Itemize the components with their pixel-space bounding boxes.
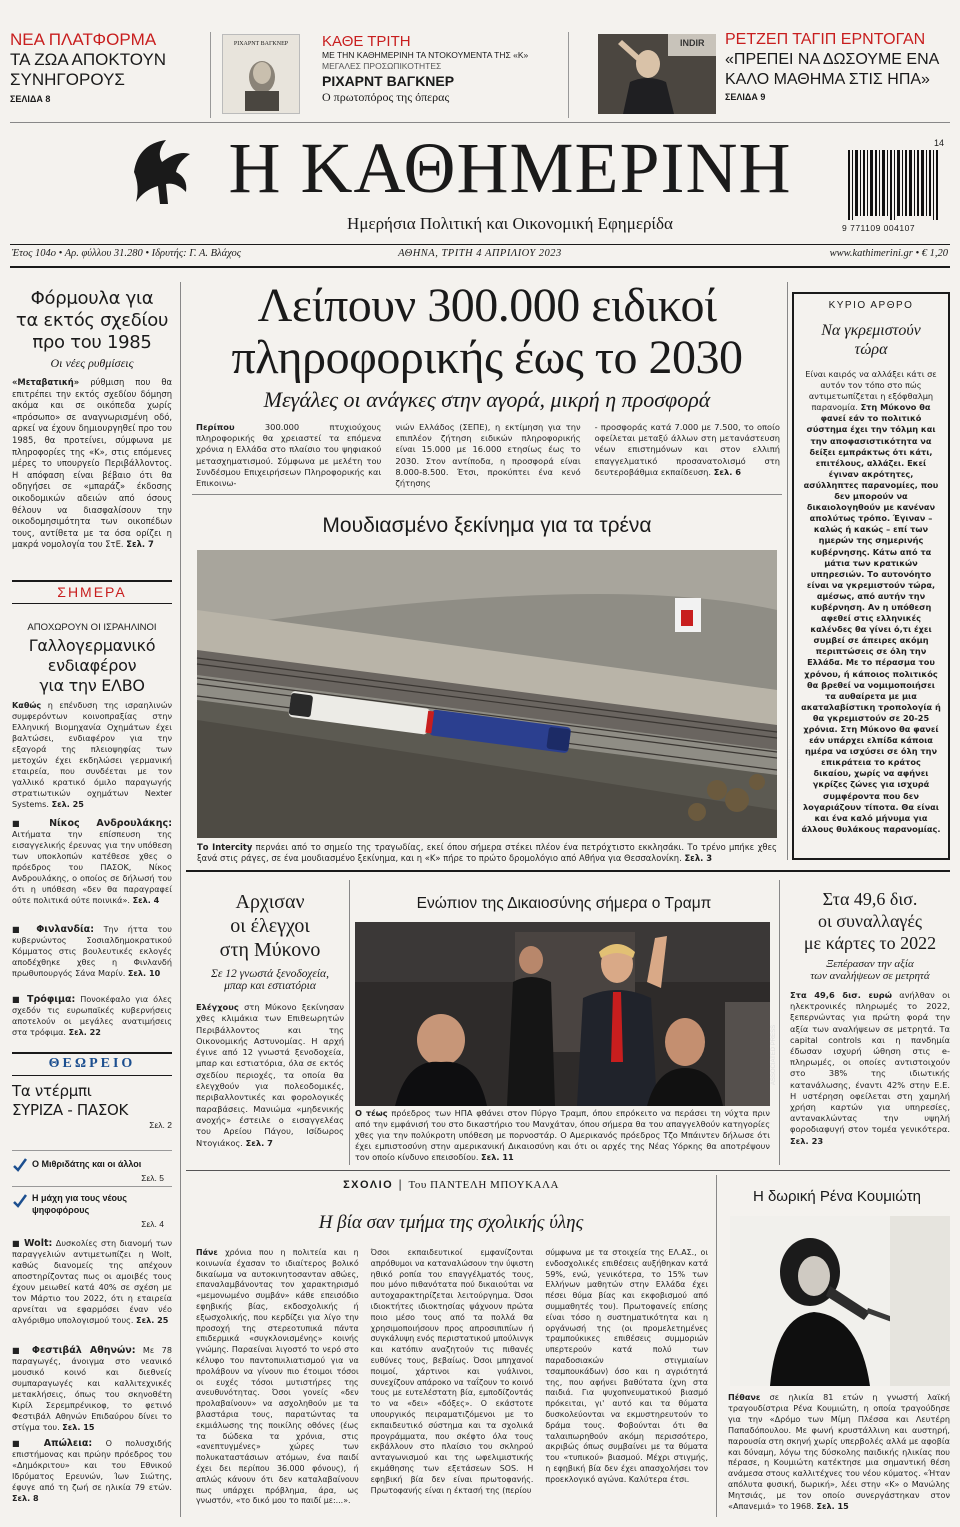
- erdogan-photo[interactable]: [598, 34, 716, 114]
- lead-col-1: [196, 422, 381, 489]
- page-ref: Σελ. 8: [12, 1493, 39, 1503]
- theorio-item-neoi-psifoforoi[interactable]: [12, 1186, 172, 1232]
- comment-body: [196, 1248, 708, 1507]
- lead: Το Intercity: [197, 842, 253, 852]
- lead-col-3: [595, 422, 780, 489]
- divider: [779, 880, 780, 1165]
- headline: ΣΥΡΙΖΑ - ΠΑΣΟΚ: [12, 1101, 129, 1119]
- story-elvo[interactable]: [12, 622, 172, 810]
- infobar-rule-top: [10, 244, 950, 245]
- lead-story[interactable]: [192, 280, 782, 414]
- infobar-left: Έτος 104ο • Αρ. φύλλου 31.280 • Ιδρυτής: Γ. Α. Βλάχος: [12, 248, 242, 259]
- bullet: ■: [12, 924, 37, 934]
- page-ref: Σελ. 6: [713, 466, 742, 477]
- headline: για την ΕΛΒΟ: [39, 676, 145, 695]
- brief-body: [12, 924, 172, 979]
- text: πρόεδρος των ΗΠΑ φθάνει στον Πύργο Τραμπ, όπου επρόκειτο να περάσει τη νύχτα πριν από την εμφάνισή του στο δικαστήριο του Μανχάταν, όπου σήμερα θα του απαγγελθούν κατηγορίες χθες για την πολύκροτη υπόθεση με πορνοστάρ. Ο Αμερικανός πρόεδρος Τζο Μπάιντεν δήλωσε ότι έχει εμπιστοσύνη στην αμερικανική Δικαιοσύνη και ότι οι αρχές της Νέας Υόρκης θα αποτρέψουν τον οποίο κίνδυνο επεισοδίου.: [355, 1108, 770, 1162]
- headline: Φόρμουλα για: [30, 288, 154, 309]
- page-ref: Σελ. 11: [481, 1152, 514, 1162]
- story-mykonos[interactable]: [196, 890, 344, 1149]
- editorial-label: ΚΥΡΙΟ ΑΡΘΡΟ: [828, 300, 914, 311]
- barcode-number: 9 771109 004107: [842, 223, 916, 233]
- lead: «Μεταβατική»: [12, 377, 80, 387]
- text: περνάει από το σημείο της τραγωδίας, εκεί όπου σήμερα στέκει πλέον ένα πετρόχτιστο εκκλησάκι. Το τρένο μπήκε χθες ξανά στις ράγες, σε ένα μουδιασμένο ξεκίνημα, και η «Κ» πήρε το πρώτο δρομολόγιο από Αθήνα για Θεσσαλονίκη.: [197, 842, 777, 864]
- comment-header: [196, 1178, 706, 1191]
- teaser-erdogan[interactable]: [725, 30, 955, 114]
- brief-festival[interactable]: [12, 1345, 172, 1433]
- lead: Τρόφιμα:: [27, 994, 76, 1005]
- bullet: ■: [12, 1238, 25, 1248]
- item-text: ψηφοφόρους: [32, 1205, 90, 1215]
- headline: Στα 49,6 δισ.: [822, 889, 918, 909]
- teaser-wagner-cover[interactable]: [222, 34, 300, 114]
- brief-apoleia[interactable]: [12, 1438, 172, 1504]
- train-headline[interactable]: Μουδιασμένο ξεκίνημα για τα τρένα: [322, 514, 652, 537]
- teaser-sub: ΜΕ ΤΗΝ ΚΑΘΗΜΕΡΙΝΗ ΤΑ ΝΤΟΚΟΥΜΕΝΤΑ ΤΗΣ «Κ»: [322, 50, 529, 60]
- text: 300.000 πτυχιούχους πληροφορικής θα χρειαστεί τα επόμενα χρόνια η Ελλάδα στο πλαίσιο του ψηφιακού μετασχηματισμού. Σύμφωνα με μελέτη του Συνδέσμου Επιχειρήσεων Πληροφορικής και Επικοινω-: [196, 422, 382, 489]
- brief-body: [12, 1345, 172, 1433]
- masthead-subtitle: Ημερήσια Πολιτική και Οικονομική Εφημερίδα: [347, 214, 673, 233]
- divider: [349, 880, 350, 1165]
- separator: |: [398, 1178, 404, 1191]
- masthead-title: Η ΚΑΘΗΜΕΡΙΝΗ: [228, 128, 792, 208]
- teaser-platform[interactable]: [10, 30, 200, 114]
- brief-finland[interactable]: [12, 924, 172, 979]
- deck: Ξεπέρασαν την αξία: [826, 958, 914, 970]
- lead: Πάνε: [196, 1248, 218, 1257]
- headline: οι έλεγχοι: [230, 915, 310, 937]
- lead: Φινλανδία:: [36, 924, 94, 935]
- photo-sign-text: INDIR: [680, 38, 705, 48]
- divider: [186, 870, 950, 872]
- trump-headline[interactable]: Ενώπιον της Δικαιοσύνης σήμερα ο Τραμπ: [416, 895, 712, 912]
- headline: οι συναλλαγές: [817, 911, 923, 931]
- editorial-divider: [787, 282, 788, 860]
- lead-deck: Μεγάλες οι ανάγκες στην αγορά, μικρή η προσφορά: [263, 387, 711, 412]
- text: στη Μύκονο ξεκίνησαν χθες κλιμάκια των Επιθεωρητών Περιβάλλοντος και της Οικονομικής Αστυνομίας. Η αρχή έγινε από 12 γνωστά ξενοδοχεία, μπαρ και εστιατόρια, όλα σε εκτός σχεδίου περιοχές, τα οποία θα ελεγχθούν για πολεοδομικές, περιβαλλοντικές και φορολογικές παραβάσεις. Μανιώμα «μηδενικής ανοχής» έστειλε ο εισαγγελέας του Αρείου Πάγου, Ισίδωρος Ντογιάκος.: [196, 1002, 344, 1148]
- left-column: [12, 288, 172, 551]
- brief-trofima[interactable]: [12, 994, 172, 1038]
- lead: Στα 49,6 δισ. ευρώ: [790, 990, 892, 1000]
- checkmark-icon: [12, 1193, 28, 1209]
- teaser-kicker: ΡΕΤΖΕΠ ΤΑΓΙΠ ΕΡΝΤΟΓΑΝ: [725, 31, 926, 48]
- simera-header: [12, 580, 172, 604]
- infobar-date: ΑΘΗΝΑ, ΤΡΙΤΗ 4 ΑΠΡΙΛΙΟΥ 2023: [398, 248, 562, 259]
- brief-body: [12, 1238, 172, 1326]
- teaser-page: ΣΕΛΙΔΑ 8: [10, 94, 51, 104]
- page-ref: Σελ. 5: [141, 1173, 164, 1183]
- theorio-header: [12, 1052, 172, 1076]
- lead: Καθώς: [12, 700, 42, 710]
- text: σε ηλικία 81 ετών η γνωστή λαϊκή τραγουδίστρια Ρένα Κουμιώτη, η οποία τραγούδησε για την «Δρόμο των Μίμη Πλέσσα και Λευτέρη Παπαδόπουλου. Με φωνή κρυστάλλινη και αυστηρή, παρουσία στη σκηνή χωρίς υπερβολές αλλά με αφοβία και δύναμη, λόγω της δύσκολης παιδικής ηλικίας που πέρασε, η Κουμιώτη κατέκτησε μια σημαντική θέση ανάμεσα στους καλλιτέχνες του νέου κύματος. «Ήταν απόλυτα φυσική, δωρική», λέει στην «Κ» ο Μανώλης Μητσιάς, με τον οποίο συνεργάστηκαν στον «Απανεμιά» το 1968.: [728, 1392, 950, 1512]
- train-photo[interactable]: [197, 550, 794, 838]
- story-cards[interactable]: [790, 888, 950, 1147]
- divider: [716, 1175, 717, 1517]
- divider: [210, 32, 211, 118]
- train-caption: [197, 842, 777, 864]
- page-ref: Σελ. 23: [790, 1135, 824, 1146]
- teaser-headline: ΤΑ ΖΩΑ ΑΠΟΚΤΟΥΝ: [10, 50, 167, 69]
- page-ref: Σελ. 15: [62, 1422, 95, 1432]
- editorial-box[interactable]: [792, 292, 950, 860]
- deck: μπαρ και εστιατόρια: [224, 980, 316, 992]
- editorial-body: [801, 369, 941, 835]
- brief-body: [12, 818, 172, 906]
- page-ref: Σελ. 2: [149, 1120, 172, 1130]
- lead-headline: πληροφορικής έως το 2030: [231, 331, 743, 384]
- comment-col-3: σύμφωνα με τα στοιχεία της ΕΛ.ΑΣ., οι ενδοσχολικές επιθέσεις αυξήθηκαν κατά 59%, ενώ, γενικότερα, το 15% των Ελλήνων μαθητών στην Ελλάδα έχει πέσει θύμα βίας και εκφοβισμού από συμμαθητές του). Πρωτοφανείς επίσης είναι τόσο η συστηματικότητα και η οργάνωσή της (οι προμελετημένες τραμπούκικες επιθέσεις συμμοριών υπερτερούν κατά πολύ των παραδοσιακών στιγμιαίων τσαμπουκάδων) όσο και η αγριότητά της, που αφήνει βαθύτατα ίχνη στα παιδιά. Για ψυχοπνευματικού βιασμό πρόκειται, γι' αυτό και τα θύματα δυσκολεύονται να εκμυστηρευτούν το δράμα τους. Φοβούνται ότι θα ταλαιπωρηθούν ακόμη περισσότερο, ακριβώς όπως συμβαίνει με τα θύματα του «τυπικού» βιασμού. Μέχρι στιγμής, η εφηβική βία δεν έχει απασχολήσει τον προεκλογικό αγώνα. Καλύτερα έτσι.: [545, 1248, 709, 1484]
- barcode: [840, 140, 948, 238]
- brief-wolt[interactable]: [12, 1238, 172, 1326]
- headline: προ του 1985: [32, 332, 152, 353]
- theorio-label: ΘΕΩΡΕΙΟ: [48, 1056, 136, 1071]
- text: Είναι καιρός να αλλάξει κάτι σε αυτόν τον τόπο στο πώς αντιμετωπίζεται η εξόφθαλμη παρανομία.: [805, 369, 937, 413]
- theorio-item-mithridatis[interactable]: [12, 1150, 172, 1184]
- lead: Περίπου: [196, 422, 235, 432]
- page-ref: Σελ. 4: [141, 1219, 164, 1229]
- infobar-rule-bottom: [10, 266, 950, 268]
- bullet: ■: [12, 818, 50, 828]
- teaser-headline: ΡΙΧΑΡΝΤ ΒΑΓΚΝΕΡ: [322, 73, 455, 89]
- text: ανήλθαν οι ηλεκτρονικές πληρωμές το 2022, ξεπερνώντας για πρώτη φορά την αξία των αναλήψεων σε μετρητά. Τα capital controls και η πανδημία έδωσαν ισχυρή ώθηση στις e-πληρωμές, οι οποίες αντιστοιχούν στο 38% της ιδιωτικής κατανάλωσης, έναντι 42% στην Ε.Ε. Η υστέρηση οφείλεται στη χαμηλή χρήση καρτών για υπηρεσίες, αντανακλώντας την υψηλή φοροδιαφυγή στον τομέα γενικότερα.: [790, 990, 951, 1135]
- lead: Wolt:: [24, 1238, 53, 1249]
- headline: Αρχισαν: [235, 891, 305, 913]
- left-column-divider: [180, 282, 181, 1517]
- page-ref: Σελ. 25: [136, 1315, 169, 1325]
- headline: Γαλλογερμανικό: [28, 636, 156, 655]
- wagner-portrait-icon: [223, 51, 301, 111]
- headline: τα εκτός σχεδίου: [15, 310, 169, 331]
- story-ektos-sxediou[interactable]: [12, 288, 172, 551]
- headline: ενδιαφέρον: [47, 656, 137, 675]
- brief-body: [12, 994, 172, 1038]
- teaser-headline: ΣΥΝΗΓΟΡΟΥΣ: [10, 70, 125, 89]
- text: ρύθμιση που θα επιτρέπει την εκτός σχεδίου δόμηση ακόμα και σε οικόπεδα χωρίς «πρόσωπο» σε αναγνωρισμένη οδό, αρκεί να έχουν δημιουργηθεί προ του 1985, θα προτείνει, σύμφωνα με πληροφορίες της «Κ», στις επόμενες μέρες το υπουργείο Περιβάλλοντος. Η απόφαση είναι βέβαιο ότι θα οδηγήσει σε «μπαράζ» έκδοσης οικοδομικών αδειών από όσους θέλουν να διασφαλίσουν την οικοδομησιμότητα των οικοπέδων τους, αντίθετα με τα όσα ορίζει η μακρά νομολογία του ΣτΕ.: [12, 377, 172, 550]
- rena-headline[interactable]: Η δωρική Ρένα Κουμιώτη: [752, 1188, 922, 1205]
- page-ref: Σελ. 3: [684, 853, 713, 864]
- comment-author: Του ΠΑΝΤΕΛΗ ΜΠΟΥΚΑΛΑ: [408, 1179, 559, 1191]
- story-body: [12, 700, 172, 810]
- lead-story-body: [196, 422, 780, 489]
- story-body: [790, 990, 950, 1147]
- barcode-icon: [848, 150, 944, 232]
- headline: με κάρτες το 2022: [803, 933, 937, 953]
- teaser-headline: «ΠΡΕΠΕΙ ΝΑ ΔΩΣΟΥΜΕ ΕΝΑ: [725, 51, 940, 68]
- teaser-series: ΜΕΓΑΛΕΣ ΠΡΟΣΩΠΙΚΟΤΗΤΕΣ: [322, 61, 442, 71]
- item-text: Η μάχη για τους νέους: [32, 1193, 127, 1203]
- issue-code: 14: [933, 138, 944, 148]
- theorio-story[interactable]: [12, 1082, 172, 1130]
- text: Πονοκέφαλο για όλες σχεδόν τις ευρωπαϊκές κυβερνήσεις αποτελούν οι μεγάλες ανατιμήσεις στα τρόφιμα.: [12, 994, 172, 1037]
- divider: [186, 1170, 950, 1171]
- lead-col-2: νιών Ελλάδος (ΣΕΠΕ), η εκτίμηση για την επιπλέον ζήτηση ειδικών πληροφορικής είναι 15.000 με 16.000 ετησίως έως το 2030. Στον αντίποδα, η προσφορά είναι 8.000-8.500. Έτσι, προκύπτει ένα κενό ζήτησης: [395, 422, 581, 489]
- item-text: Ο Μιθριδάτης και οι άλλοι: [32, 1159, 142, 1169]
- text: Στη Μύκονο θα φανεί εάν το πολιτικό σύστημα έχει την τόλμη και την αποφασιστικότητα να δείξει εμπράκτως ότι κάτι, επιτέλους, αλλάζει. Εκεί έγιναν ακρότητες, ασύλληπτες παρανομίες, που δεν μπορούν να δικαιολογηθούν με κανέναν απολύτως τρόπο. Έγιναν – καλώς ή κακώς – επί των ημερών της σημερινής κυβέρνησης. Κάτω από τα μάτια των κρατικών υπηρεσιών. Το αυτονόητο είναι να γκρεμιστούν τώρα, αμέσως, από αυτήν την κυβέρνηση. Αν η υπόθεση αφεθεί στις ελληνικές καλένδες θα γίνει ό,τι έχει συμβεί σε άπειρες ακόμη περιπτώσεις σε όλη την Ελλάδα. Με το πέρασμα του χρόνου, ή κάποιος πολιτικός θα βρεθεί να νομιμοποιήσει τα αυθαίρετα με μια ακαταλαβίστικη τροπολογία ή θα γκρεμιστούν σε 20-25 χρόνια. Στη Μύκονο θα φανεί εάν υπάρχει ελπίδα κάποια ημέρα να ισχύσει σε όλη την επικράτεια το κράτος δικαίου, χωρίς να αφήνει γκρίζες ζώνες για ισχυρά συμφέροντα που δεν λογαριάζουν τίποτα. Θα είναι και ένα καλό μήνυμα για άλλους θυλάκους παρανομίας.: [801, 402, 941, 834]
- rena-photo[interactable]: [730, 1216, 950, 1386]
- text: Δυσκολίες στη διανομή των παραγγελιών αντιμετωπίζει η Wolt, καθώς διανομείς της απέχουν αποστηρίζοντας πως οι αμοιβές τους έχουν μειωθεί κατά 40% σε σχέση με τον Μάρτιο του 2022, ότι η εταιρεία αρνείται να εφαρμόσει έναν νέο αλγόριθμο υπολογισμού τους.: [12, 1238, 173, 1325]
- lead: Φεστιβάλ Αθηνών:: [31, 1345, 136, 1356]
- teaser-page: ΣΕΛΙΔΑ 9: [725, 92, 766, 102]
- text: Με 78 παραγωγές, άνοιγμα στο νεανικό μουσικό κοινό και διεθνείς συμπαραγωγές και καλλιτεχνικές μετακλήσεις, όπως του σκηνοθέτη Κιρίλ Σερεμπρένικοφ, το φετινό Φεστιβάλ Αθηνών Επιδαύρου δίνει το στίγμα του.: [12, 1345, 172, 1432]
- headline: Τα ντέρμπι: [12, 1082, 92, 1100]
- bullet: ■: [12, 994, 28, 1004]
- headline: στη Μύκονο: [219, 939, 321, 961]
- brief-androulakis[interactable]: [12, 818, 172, 906]
- trump-image-icon: [355, 922, 770, 1106]
- story-body: [196, 1002, 344, 1149]
- singer-image-icon: [730, 1216, 950, 1386]
- teaser-wagner[interactable]: [322, 33, 562, 117]
- page-ref: Σελ. 15: [816, 1501, 849, 1512]
- page-ref: Σελ. 4: [132, 895, 160, 905]
- photo-credit: ASSOCIATED PRESS: [770, 1024, 777, 1086]
- lead: Ελέγχους: [196, 1002, 239, 1012]
- editorial-title: τώρα: [854, 341, 888, 358]
- page-ref: Σελ. 25: [51, 799, 84, 809]
- lead: Νίκος Ανδρουλάκης:: [49, 818, 172, 829]
- text: - προσφοράς κατά 7.000 με 7.500, το οποίο οφείλεται μεταξύ άλλων στη μετανάστευση νέων επιστημόνων και στον ελλιπή επαγγελματικό προσανατολισμό στη δευτεροβάθμια εκπαίδευση.: [594, 422, 780, 477]
- brief-body: [12, 1438, 172, 1504]
- lead-headline: Λείπουν 300.000 ειδικοί: [257, 279, 717, 332]
- teaser-kicker: ΝΕΑ ΠΛΑΤΦΟΡΜΑ: [10, 30, 157, 49]
- text: Ο πολυσχιδής επιστήμονας και πρώην πρόεδρος του «Δημόκριτου» και του Εθνικού Ιδρύματος Ερευνών, Ίων Σιώτης, έφυγε από τη ζωή σε ηλικία 79 ετών.: [12, 1438, 172, 1492]
- train-aerial-image-icon: [197, 550, 777, 838]
- text: Αιτήματα την επίσπευση της εισαγγελικής έρευνας για την υπόθεση των υποκλοπών κατέθεσε χθες ο πρόεδρος του ΠΑΣΟΚ, Νίκος Ανδρουλάκης, ο οποίος σε δήλωσή του ότι η υπόθεση «δεν θα παραγραφεί ούτε πολιτικά ούτε ποινικά».: [12, 829, 172, 905]
- deck: των αναλήψεων σε μετρητά: [810, 970, 930, 982]
- story-body: [12, 377, 172, 551]
- simera-label: ΣΗΜΕΡΑ: [57, 584, 127, 600]
- text: Την ήττα του κυβερνώντος Σοσιαλδημοκρατικού Κόμματος στις βουλευτικές εκλογές αποδέχθηκε χθες η Φινλανδή πρωθυπουργός Σάνα Μαρίν.: [12, 924, 172, 978]
- checkmark-icon: [12, 1157, 28, 1173]
- text: η επένδυση της ισραηλινών συμφερόντων κοινοπραξίας στην Ελληνική Βιομηχανία Οχημάτων έχει βαλτώσει, ενδιαφέρον για την εξαγορά της πλειοψηφίας των μετοχών έχει εκδηλώσει γερμανική εταιρεία, που συνδέεται με τον γαλλικό κρατικό όμιλο παραγωγής στρατιωτικών οχημάτων Nexter Systems.: [12, 700, 172, 809]
- editorial-title: Να γκρεμιστούν: [821, 322, 921, 339]
- page-ref: Σελ. 7: [126, 539, 154, 550]
- comment-col-2: Όσοι εκπαιδευτικοί εμφανίζονται απρόθυμοι να καταναλώσουν την ύψιστη ηθικό ροπία του επαγγέλματός τους, που μόνο πιθανότατα πού δικαιούται να αυτοχαρακτηρίζεται λειτούργημα. Όσοι ιδιοκτήτες ιδιοκτησίας ψάχνουν πρώτα ποιο μέσο τους από τα πολλά θα χρησιμοποιήσουν προς απροσιπιπίων ή συγκάλυψη ενός περιστατικού μπούλινγκ και κατόπιν αναζητούν τις πιθανές ευθύνες τους, βεβαίως. Όσοι μπηχανοί ποιμοί, χάρτινοι και γυάλινοι, συνεχίζουν απάροκο να ταΐζουν το κοινό τους με ευτελέστατη βία, εμποδίζοντάς το να «δει» «δόξες». Ο εκάστοτε υπουργικός πειραματιζόμενοι με το εκπαιδευτικό σύστημα και τα σχολικά προγράμματα, που σκέφτο όλα τους εκβάλλουν στο πλαίσιο του σκληρού ανταγωνισμού και της ωφελιμιστικής εκμάθησης των εξετάσεων SOS. Η εφηβική βία δεν είναι πρωτοφανής. Πρωτοφανής είναι η έκτασή της (περίου: [370, 1248, 534, 1495]
- trump-caption: [355, 1108, 770, 1163]
- bullet: ■: [12, 1438, 44, 1448]
- comment-col-1: [196, 1248, 359, 1507]
- trump-photo[interactable]: [355, 922, 777, 1106]
- kicker: ΑΠΟΧΩΡΟΥΝ ΟΙ ΙΣΡΑΗΛΙΝΟΙ: [27, 622, 157, 633]
- lead: Ο τέως: [355, 1108, 388, 1118]
- teaser-headline: ΚΑΛΟ ΜΑΘΗΜΑ ΣΤΙΣ ΗΠΑ»: [725, 71, 930, 88]
- deck: Σε 12 γνωστά ξενοδοχεία,: [211, 968, 329, 980]
- deck: Οι νέες ρυθμίσεις: [50, 356, 134, 370]
- page-ref: Σελ. 7: [245, 1137, 273, 1148]
- photo-credit: ΑΛΕΞΑΝΔΡΟΣ ΑΒΡΑΜΙΔΗΣ: [787, 744, 794, 822]
- teaser-kicker: ΚΑΘΕ ΤΡΙΤΗ: [322, 33, 411, 50]
- masthead-logo-icon: [126, 132, 198, 210]
- divider: [192, 494, 782, 495]
- lead: Πέθανε: [728, 1392, 761, 1402]
- divider: [568, 32, 569, 118]
- rena-body: [728, 1392, 950, 1512]
- cover-label: ΡΙΧΑΡΝΤ ΒΑΓΚΝΕΡ: [233, 41, 289, 47]
- page-ref: Σελ. 10: [127, 968, 161, 978]
- text: χρόνια που η πολιτεία και η κοινωνία έχασαν το ιδιαίτερος βολικό δικαίωμα να αυτοκινητοσανταν αθώες, επαναλαμβάνοντας τον χαρακτηρισμό «μεμονωμένο συμβάν» κάθε επεισόδιο εφηβικής βίας, εκδοσχολικής ή εξωσχολικής, που κερδίζει για λίγο την προσοχή της στερεοτυπικά πάντα επιδερμικά «συγκλονισμένης» κοινής γνώμης. Παραείναι λιγοστό το νερό στο κέλυφο του παντοπυιλιατισμού για να προλάβουν να γίνουν πιο έτοιμοι τόσοι οι ευχές τόσοι μυτιστήρες της ανευθυνότητας. Όσοι γονείς «δεν προλαβαίνουν» να ασχοληθούν με τα βλαστάρια τους, παρατώντας τα εκμιάλωσης της ποικίλης οθόνες (έως τα δώδεκα τα χρόνια, στις «ανεπτυγμένες» χώρες των πολυκαταστάσιων ατόμων, ένα παιδί έχει δει περίπου 36.000 φόνους), ή απλώς κάνουν ότι δεν καταλαβαίνουν πως υπάρχει πρόβλημα, άρα, ως γνωστόν, «το δικό μου το παιδί με:...».: [196, 1248, 359, 1506]
- page-ref: Σελ. 22: [68, 1027, 101, 1037]
- comment-label: ΣΧΟΛΙΟ: [343, 1179, 394, 1191]
- infobar-right[interactable]: www.kathimerini.gr • € 1,20: [829, 248, 948, 259]
- comment-title[interactable]: Η βία σαν τμήμα της σχολικής ύλης: [318, 1212, 584, 1233]
- lead: Απώλεια:: [43, 1438, 93, 1449]
- teaser-desc: Ο πρωτοπόρος της όπερας: [322, 90, 450, 104]
- bullet: ■: [12, 1345, 32, 1355]
